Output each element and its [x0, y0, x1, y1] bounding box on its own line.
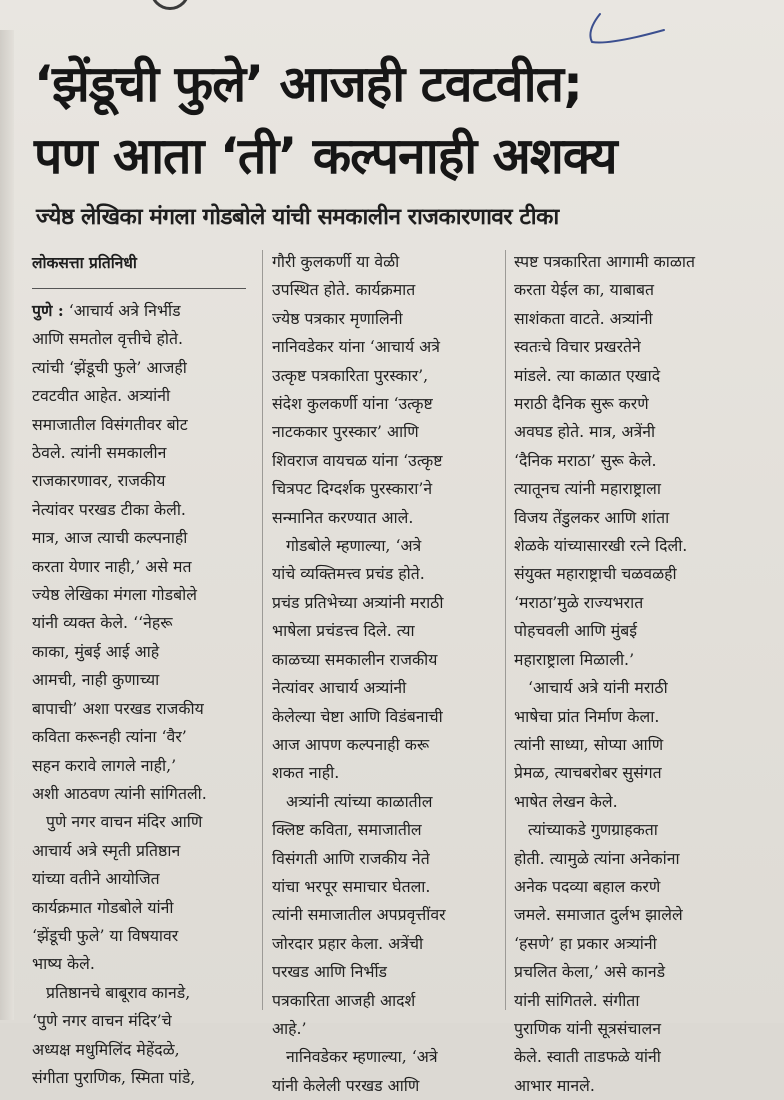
article-line: मराठी दैनिक सुरू करणे	[514, 394, 649, 414]
article-line: महाराष्ट्राला मिळाली.’	[514, 649, 635, 669]
article-line: भाषेचा प्रांत निर्माण केला.	[514, 706, 660, 726]
article-line: साशंकता वाटते. अत्र्यांनी	[514, 308, 653, 328]
byline: लोकसत्ता प्रतिनिधी	[32, 248, 246, 289]
article-line: त्यातूनच त्यांनी महाराष्ट्राला	[514, 479, 661, 499]
article-line: पुराणिक यांनी सूत्रसंचालन	[514, 1018, 662, 1038]
article-line: पुणे : ‘आचार्य अत्रे निर्भीड	[32, 301, 181, 320]
pen-stroke-mark	[578, 8, 668, 52]
article-line: कविता करूनही त्यांना ‘वैर’	[32, 727, 187, 747]
article-line: शेळके यांच्यासारखी रत्ने दिली.	[514, 536, 688, 556]
article-line: अध्यक्ष मधुमिलिंद मेहेंदळे,	[32, 1039, 180, 1059]
article-line: आमची, नाही कुणाच्या	[32, 670, 160, 690]
article-line: टवटवीत आहेत. अत्र्यांनी	[32, 386, 171, 406]
article-line: नेत्यांवर आचार्य अत्र्यांनी	[272, 678, 407, 698]
article-line: गोडबोले म्हणाल्या, ‘अत्रे	[286, 536, 422, 556]
article-line: आचार्य अत्रे स्मृती प्रतिष्ठान	[32, 840, 181, 860]
article-line: चित्रपट दिग्दर्शक पुरस्कारा’ने	[272, 479, 433, 499]
article-line: कार्यक्रमात गोडबोले यांनी	[32, 897, 174, 917]
article-line: यांनी केलेली परखड आणि	[272, 1075, 420, 1095]
article-line: ‘झेंडूची फुले’ या विषयावर	[32, 925, 179, 945]
article-column-1	[32, 248, 264, 1092]
article-line: काका, मुंबई आई आहे	[32, 641, 160, 661]
article-line: गौरी कुलकर्णी या वेळी	[272, 252, 400, 271]
article-line: प्रतिष्ठानचे बाबूराव कानडे,	[46, 982, 191, 1002]
article-line: ‘पुणे नगर वाचन मंदिर’चे	[32, 1011, 172, 1031]
dateline: पुणे :	[32, 301, 64, 320]
article-line: शिवराज वायचळ यांना ‘उत्कृष्ट	[272, 450, 443, 470]
article-line: संदेश कुलकर्णी यांना ‘उत्कृष्ट	[272, 394, 433, 414]
article-line: नाटककार पुरस्कार’ आणि	[272, 422, 419, 442]
article-line: त्यांनी समाजातील अपप्रवृत्तींवर	[272, 905, 446, 925]
article-line: विजय तेंडुलकर आणि शांता	[514, 507, 670, 527]
article-line: केले. स्वाती ताडफळे यांनी	[514, 1047, 661, 1067]
article-line: उत्कृष्ट पत्रकारिता पुरस्कार’,	[272, 365, 429, 385]
article-line: स्पष्ट पत्रकारिता आगामी काळात	[514, 252, 695, 271]
article-line: नानिवडेकर यांना ‘आचार्य अत्रे	[272, 337, 440, 357]
article-line: प्रचलित केला,’ असे कानडे	[514, 962, 666, 982]
article-line: ज्येष्ठ लेखिका मंगला गोडबोले	[32, 585, 197, 605]
article-line: संगीता पुराणिक, स्मिता पांडे,	[32, 1067, 196, 1087]
article-line: सन्मानित करण्यात आले.	[272, 507, 414, 527]
article-line: जमले. समाजात दुर्लभ झालेले	[514, 905, 683, 925]
article-line: आणि समतोल वृत्तीचे होते.	[32, 329, 183, 349]
article-line: प्रेमळ, त्याचबरोबर सुसंगत	[514, 763, 662, 783]
article-line: संयुक्त महाराष्ट्राची चळवळही	[514, 564, 677, 584]
article-line: यांचे व्यक्तिमत्त्व प्रचंड होते.	[272, 564, 425, 584]
sub-headline: ज्येष्ठ लेखिका मंगला गोडबोले यांची समकालीन राजकारणावर टीका	[36, 204, 559, 230]
article-line: त्यांच्याकडे गुणग्राहकता	[528, 820, 658, 840]
article-line: करता येणार नाही,’ असे मत	[32, 556, 192, 576]
article-line: मात्र, आज त्याची कल्पनाही	[32, 528, 188, 548]
article-line: आज आपण कल्पनाही करू	[272, 734, 430, 754]
article-line: पोहचवली आणि मुंबई	[514, 621, 637, 641]
article-line: समाजातील विसंगतीवर बोट	[32, 414, 188, 434]
article-line: काळच्या समकालीन राजकीय	[272, 649, 438, 669]
article-line: भाष्य केले.	[32, 954, 95, 974]
article-line: बापाची’ अशा परखड राजकीय	[32, 698, 204, 718]
column-divider	[505, 250, 506, 1010]
article-line: यांचा भरपूर समाचार घेतला.	[272, 876, 431, 896]
article-line: यांनी व्यक्त केले. ‘‘नेहरू	[32, 613, 173, 633]
headline-line-1: ‘झेंडूची फुले’ आजही टवटवीत;	[34, 55, 583, 113]
article-line: ‘दैनिक मराठा’ सुरू केले.	[514, 450, 657, 470]
article-line: ‘मराठा’मुळे राज्यभरात	[514, 592, 644, 612]
article-line: ‘आचार्य अत्रे यांनी मराठी	[528, 678, 668, 698]
article-line: अवघड होते. मात्र, अत्रेंनी	[514, 422, 656, 442]
article-line: भाषेत लेखन केले.	[514, 791, 618, 811]
article-line: त्यांनी साध्या, सोप्या आणि	[514, 734, 664, 754]
article-line: जोरदार प्रहार केला. अत्रेंची	[272, 933, 424, 953]
article-line: स्वतःचे विचार प्रखरतेने	[514, 337, 641, 357]
article-column-2	[272, 248, 504, 1100]
article-line: शकत नाही.	[272, 763, 340, 783]
article-line: प्रचंड प्रतिभेच्या अत्र्यांनी मराठी	[272, 592, 444, 612]
article-line: होती. त्यामुळे त्यांना अनेकांना	[514, 848, 680, 868]
article-line: उपस्थित होते. कार्यक्रमात	[272, 280, 416, 300]
article-line: मांडले. त्या काळात एखादे	[514, 365, 661, 385]
article-line: ज्येष्ठ पत्रकार मृणालिनी	[272, 308, 403, 328]
article-line: ‘हसणे’ हा प्रकार अत्र्यांनी	[514, 933, 657, 953]
article-line: अत्र्यांनी त्यांच्या काळातील	[286, 791, 433, 811]
article-line: नेत्यांवर परखड टीका केली.	[32, 499, 186, 519]
article-line: आहे.’	[272, 1018, 307, 1038]
article-line: त्यांची ‘झेंडूची फुले’ आजही	[32, 357, 187, 377]
article-line: अनेक पदव्या बहाल करणे	[514, 876, 661, 896]
torn-top-mark	[150, 0, 190, 10]
page-edge-shadow	[0, 30, 14, 1020]
article-line: भाषेला प्रचंडत्त्व दिले. त्या	[272, 621, 415, 641]
article-line: ठेवले. त्यांनी समकालीन	[32, 443, 167, 463]
article-line: यांनी सांगितले. संगीता	[514, 990, 640, 1010]
article-line: नानिवडेकर म्हणाल्या, ‘अत्रे	[286, 1047, 438, 1067]
article-line: सहन करावे लागले नाही,’	[32, 755, 177, 775]
article-line: क्लिष्ट कविता, समाजातील	[272, 820, 422, 840]
article-line: पुणे नगर वाचन मंदिर आणि	[46, 812, 203, 832]
article-line: अशी आठवण त्यांनी सांगितली.	[32, 783, 207, 803]
article-line: राजकारणावर, राजकीय	[32, 471, 166, 491]
headline-line-2: पण आता ‘ती’ कल्पनाही अशक्य	[34, 127, 617, 185]
article-line: पत्रकारिता आजही आदर्श	[272, 990, 416, 1010]
article-line: विसंगती आणि राजकीय नेते	[272, 848, 430, 868]
article-line: यांच्या वतीने आयोजित	[32, 869, 160, 889]
article-line: करता येईल का, याबाबत	[514, 280, 655, 300]
article-line: आभार मानले.	[514, 1075, 595, 1095]
article-line: परखड आणि निर्भीड	[272, 962, 388, 982]
article-line: केलेल्या चेष्टा आणि विडंबनाची	[272, 706, 443, 726]
article-column-3	[514, 248, 746, 1100]
